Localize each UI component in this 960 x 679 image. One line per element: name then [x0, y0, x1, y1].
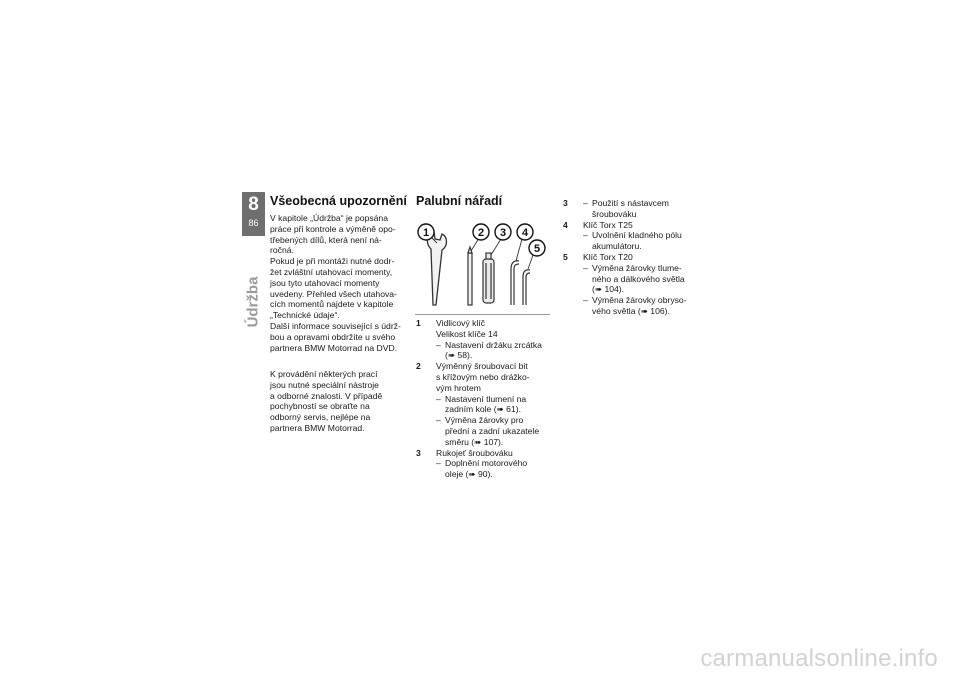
tool-use: – Nastavení držáku zrcátka (➠ 58). [436, 339, 542, 361]
chapter-side-title-text: Údržba [244, 276, 262, 328]
callout-4-label: 4 [521, 227, 529, 239]
tool-number: 3 [563, 198, 568, 208]
chapter-side-title [241, 268, 265, 336]
tool-use: – Uvolnění kladného pólu akumulátoru. [583, 230, 682, 252]
tool-number: 1 [416, 318, 421, 328]
general-notes-paragraph-1: V kapitole „Údržba“ je popsána práce při kontrole a výměně opo- třebených dílů, která není ná- ročná. Pokud je při montáži nutné dodr- žet zvláštní utahovací momenty, jsou tyto utahovací momenty uvedeny. Přehled všech utahova- cích momentů najdete v kapitole „Technické údaje“. Další informace související s údrž- bou a opravami obdržíte u svého partnera BMW Motorrad na DVD. [270, 213, 401, 353]
tool-use: – Výměna žárovky tlume- ného a dálkového světla (➠ 104). [583, 262, 685, 295]
toolkit-heading: Palubní nářadí [416, 194, 503, 208]
callout-5-label: 5 [533, 243, 541, 255]
tool-item-5 [563, 252, 703, 317]
tool-number: 5 [563, 251, 568, 262]
tool-item-3-cont [563, 198, 703, 220]
tool-name: Výměnný šroubovací bit s křížovým nebo drážko- vým hrotem [436, 361, 530, 393]
tool-name: Vidlicový klíč Velikost klíče 14 [436, 318, 498, 339]
general-notes-heading: Všeobecná upozornění [270, 194, 407, 208]
general-notes-paragraph-2: K provádění některých prací jsou nutné speciální nástroje a odborné znalosti. V případě pochybností se obraťte na odborný servis, nejlépe na partnera BMW Motorrad. [270, 369, 383, 433]
toolkit-list-middle [416, 318, 556, 480]
tool-use: – Nastavení tlumení na zadním kole (➠ 61). [436, 393, 527, 415]
toolkit-illustration [415, 219, 550, 314]
toolkit-list-right [563, 198, 703, 317]
screwdriver-bit-icon [468, 247, 472, 305]
chapter-tab [242, 192, 265, 236]
tool-number: 3 [416, 447, 421, 458]
tool-number: 4 [563, 219, 568, 230]
tool-use: – Použití s nástavcem šroubováku [583, 198, 669, 219]
tool-item-4 [563, 220, 703, 252]
screwdriver-handle-icon [483, 253, 494, 303]
tool-name: Rukojeť šroubováku [436, 447, 513, 458]
torx-key-t20-icon [523, 270, 530, 305]
tool-item-3 [416, 448, 556, 480]
tool-use: – Výměna žárovky pro přední a zadní ukazatele směru (➠ 107). [436, 415, 540, 447]
tool-use: – Doplnění motorového oleje (➠ 90). [436, 458, 528, 480]
callout-3-label: 3 [499, 227, 507, 239]
tool-item-1 [416, 318, 556, 361]
tool-use: – Výměna žárovky obryso- vého světla (➠ 106). [583, 295, 687, 316]
chapter-number: 8 [248, 194, 259, 215]
tool-name: Klíč Torx T25 [583, 219, 633, 230]
tool-number: 2 [416, 361, 421, 372]
callout-2-label: 2 [477, 227, 485, 239]
tool-item-2 [416, 361, 556, 447]
watermark: carmanualsonline.info [700, 645, 938, 672]
tool-name: Klíč Torx T20 [583, 251, 633, 262]
toolkit-figure [415, 219, 550, 315]
torx-key-t25-icon [511, 261, 519, 305]
callout-1-label: 1 [422, 227, 430, 239]
page-number: 86 [248, 218, 259, 228]
